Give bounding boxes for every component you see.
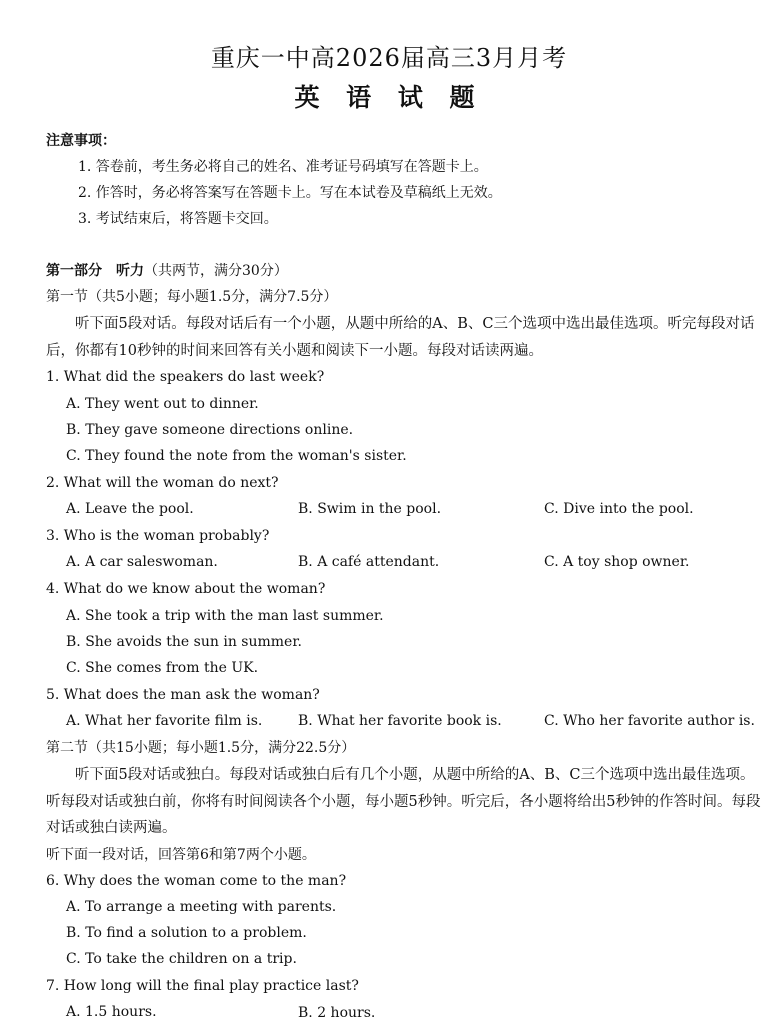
question-3: 3. Who is the woman probably? bbox=[46, 528, 270, 544]
q3-option-b: B. A café attendant. bbox=[298, 554, 440, 570]
dialogue-intro: 听下面一段对话，回答第6和第7两个小题。 bbox=[46, 847, 316, 863]
q2-option-c: C. Dive into the pool. bbox=[544, 501, 694, 517]
question-2: 2. What will the woman do next? bbox=[46, 475, 279, 491]
q3-option-a: A. A car saleswoman. bbox=[66, 554, 218, 570]
q6-option-c: C. To take the children on a trip. bbox=[66, 951, 297, 967]
q7-option-a: A. 1.5 hours. bbox=[66, 1004, 157, 1020]
part1-heading-rest: （共两节，满分30分） bbox=[144, 263, 288, 279]
exam-title: 重庆一中高2026届高三3月月考 bbox=[210, 44, 568, 72]
q6-option-a: A. To arrange a meeting with parents. bbox=[66, 899, 337, 915]
q2-option-b: B. Swim in the pool. bbox=[298, 501, 442, 517]
subject-title: 英 语 试 题 bbox=[294, 83, 484, 112]
question-4: 4. What do we know about the woman? bbox=[46, 581, 326, 597]
section2-instructions: 听下面5段对话或独白。每段对话或独白后有几个小题，从题中所给的A、B、C三个选项中选出最佳选项。听每段对话或独白前，你将有时间阅读各个小题，每小题5秒钟。听完后，各小题将给出5秒钟的作答时间。每段对话或独白读两遍。 bbox=[46, 767, 761, 836]
notice-item: 3. 考试结束后，将答题卡交回。 bbox=[78, 211, 278, 227]
q4-option-b: B. She avoids the sun in summer. bbox=[66, 634, 302, 650]
q1-option-c: C. They found the note from the woman's sister. bbox=[66, 448, 407, 464]
q5-option-a: A. What her favorite film is. bbox=[66, 713, 263, 729]
q1-option-a: A. They went out to dinner. bbox=[66, 396, 259, 412]
section1-heading: 第一节（共5小题；每小题1.5分，满分7.5分） bbox=[46, 289, 338, 305]
q7-option-b: B. 2 hours. bbox=[298, 1005, 376, 1021]
question-5: 5. What does the man ask the woman? bbox=[46, 687, 320, 703]
notice-heading: 注意事项： bbox=[46, 133, 116, 149]
q4-option-a: A. She took a trip with the man last summer. bbox=[66, 608, 384, 624]
section1-instructions: 听下面5段对话。每段对话后有一个小题，从题中所给的A、B、C三个选项中选出最佳选项。听完每段对话后，你都有10秒钟的时间来回答有关小题和阅读下一小题。每段对话读两遍。 bbox=[46, 316, 755, 359]
question-6: 6. Why does the woman come to the man? bbox=[46, 873, 347, 889]
question-7: 7. How long will the final play practice last? bbox=[46, 978, 359, 994]
q4-option-c: C. She comes from the UK. bbox=[66, 660, 259, 676]
q5-option-c: C. Who her favorite author is. bbox=[544, 713, 755, 729]
q6-option-b: B. To find a solution to a problem. bbox=[66, 925, 307, 941]
notice-item: 2. 作答时，务必将答案写在答题卡上。写在本试卷及草稿纸上无效。 bbox=[78, 185, 502, 201]
part1-heading bbox=[46, 262, 288, 280]
q3-option-c: C. A toy shop owner. bbox=[544, 554, 690, 570]
question-1: 1. What did the speakers do last week? bbox=[46, 369, 325, 385]
q2-option-a: A. Leave the pool. bbox=[66, 501, 194, 517]
q1-option-b: B. They gave someone directions online. bbox=[66, 422, 354, 438]
notice-item: 1. 答卷前，考生务必将自己的姓名、准考证号码填写在答题卡上。 bbox=[78, 159, 488, 175]
section2-heading: 第二节（共15小题；每小题1.5分，满分22.5分） bbox=[46, 740, 356, 756]
q5-option-b: B. What her favorite book is. bbox=[298, 713, 502, 729]
part1-heading-bold: 第一部分 听力 bbox=[46, 263, 144, 279]
